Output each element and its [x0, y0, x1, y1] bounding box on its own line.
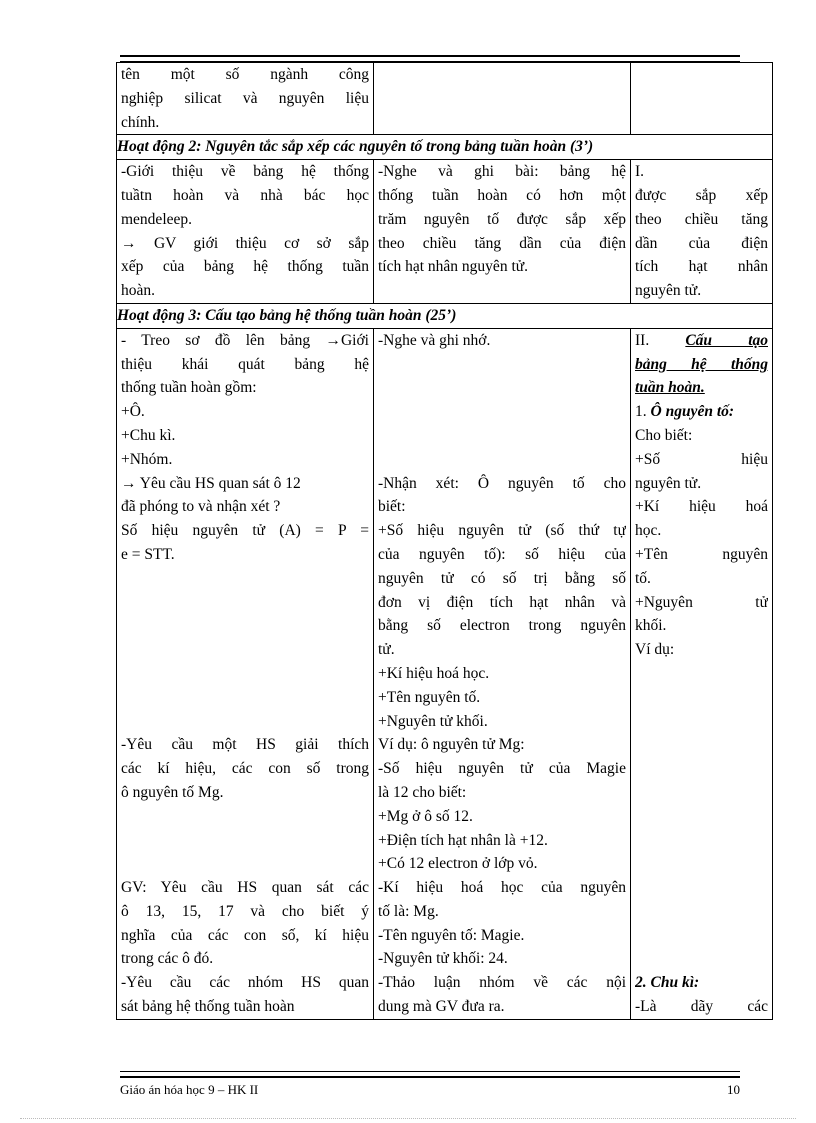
text-line: +Chu kì. [121, 426, 176, 444]
text-line: theo chiều tăng dần của điện [378, 234, 626, 252]
text-line [121, 829, 369, 853]
text-line: tuầtn hoàn và nhà bác học [121, 186, 369, 204]
subsection-1-heading [635, 400, 768, 424]
text-line: ô 13, 15, 17 và cho biết ý [121, 902, 369, 920]
footer-title: Giáo án hóa học 9 – HK II [120, 1082, 259, 1097]
lesson-plan-table [116, 62, 773, 1020]
text-line [378, 400, 626, 424]
text-line: thống tuần hoàn có hơn một [378, 186, 626, 204]
teacher-activity-cell [117, 160, 374, 304]
text-line [121, 805, 369, 829]
subsection-title: Ô nguyên tố: [650, 403, 735, 421]
text-line [121, 710, 369, 734]
text-line: hoàn. [121, 282, 156, 300]
text-line: +Kí hiệu hoá học. [378, 664, 490, 682]
text-line: +Kí hiệu hoá [635, 498, 768, 516]
footer-rule [120, 1071, 740, 1078]
student-activity-cell [374, 328, 631, 1019]
page-boundary [20, 1118, 796, 1119]
section-title-line: bảng hệ thống [635, 355, 768, 373]
text-line: Ví dụ: [635, 641, 675, 659]
text-line [378, 448, 626, 472]
text-line: -Nghe và ghi bài: bảng hệ [378, 163, 626, 181]
text-line [378, 376, 626, 400]
text-line: đơn vị điện tích hạt nhân và [378, 593, 626, 611]
text-line: +Nhóm. [121, 450, 173, 468]
text-line: -Yêu cầu các nhóm HS quan [121, 974, 369, 992]
text-line: chính. [121, 113, 160, 131]
text-line: xếp của bảng hệ thống tuần [121, 258, 369, 276]
text-line: Cho biết: [635, 426, 693, 444]
text-line: nguyên tử có số trị bằng số [378, 569, 626, 587]
text-line: tử. [378, 641, 395, 659]
text-line [121, 567, 369, 591]
text-line: - Treo sơ đồ lên bảng →Giới [121, 331, 369, 349]
text-line: I. [635, 163, 645, 181]
text-line: tố. [635, 569, 651, 587]
text-line: +Điện tích hạt nhân là +12. [378, 831, 548, 849]
text-line: theo chiều tăng [635, 210, 768, 228]
text-line: -Giới thiệu về bảng hệ thống [121, 163, 369, 181]
text-line [378, 424, 626, 448]
student-activity-cell [374, 160, 631, 304]
text-line: sát bảng hệ thống tuần hoàn [121, 998, 295, 1016]
text-line: là 12 cho biết: [378, 783, 467, 801]
text-line: +Nguyên tử [635, 593, 768, 611]
text-line: tích hạt nhân [635, 258, 768, 276]
text-line [378, 353, 626, 377]
section-title-line: tuần hoàn. [635, 379, 705, 397]
text-line: -Số hiệu nguyên tử của Magie [378, 760, 626, 778]
text-line: +Tên nguyên tố. [378, 688, 481, 706]
text-line: dung mà GV đưa ra. [378, 998, 505, 1016]
text-line: tích hạt nhân nguyên tử. [378, 258, 529, 276]
text-line: học. [635, 522, 662, 540]
text-line: dần của điện [635, 234, 768, 252]
text-line: khối. [635, 617, 667, 635]
text-line: nguyên tử. [635, 282, 702, 300]
text-line [121, 638, 369, 662]
text-line: thiệu khái quát bảng hệ [121, 355, 369, 373]
section-heading-row [117, 135, 773, 160]
section-heading-row [117, 303, 773, 328]
activity-2-heading: Hoạt động 2: Nguyên tắc sắp xếp các nguyên tố trong bảng tuần hoàn (3’) [117, 135, 773, 160]
table-row [117, 160, 773, 304]
text-line: các kí hiệu, các con số trong [121, 760, 369, 778]
subsection-number: 1. [635, 403, 647, 421]
text-line: Số hiệu nguyên tử (A) = P = [121, 522, 369, 540]
content-cell [631, 160, 773, 304]
text-line: +Nguyên tử khối. [378, 712, 488, 730]
text-line: thống tuần hoàn gồm: [121, 379, 257, 397]
text-line: được sắp xếp [635, 186, 768, 204]
text-line: -Nghe và ghi nhớ. [378, 331, 491, 349]
text-line [121, 662, 369, 686]
teacher-activity-cell [117, 328, 374, 1019]
text-line [121, 686, 369, 710]
section-number: II. [635, 331, 650, 349]
text-line: trăm nguyên tố được sắp xếp [378, 210, 626, 228]
text-line: nguyên tử. [635, 474, 702, 492]
content-cell [631, 328, 773, 1019]
header-rule [120, 55, 740, 62]
table-row [117, 328, 773, 1019]
teacher-activity-cell [117, 63, 374, 135]
text-line: -Thảo luận nhóm về các nội [378, 974, 626, 992]
text-line: -Nguyên tử khối: 24. [378, 950, 508, 968]
text-line: tố là: Mg. [378, 902, 439, 920]
text-line: biết: [378, 498, 406, 516]
text-line [121, 591, 369, 615]
text-line: -Kí hiệu hoá học của nguyên [378, 879, 626, 897]
text-line: +Số hiệu [635, 450, 768, 468]
page-number: 10 [727, 1082, 740, 1097]
text-line: -Tên nguyên tố: Magie. [378, 926, 525, 944]
text-line: +Có 12 electron ở lớp vỏ. [378, 855, 538, 873]
text-line: ô nguyên tố Mg. [121, 783, 224, 801]
text-line [121, 614, 369, 638]
text-line: của nguyên tố): số hiệu của [378, 545, 626, 563]
text-line: bằng số electron trong nguyên [378, 617, 626, 635]
text-line: trong các ô đó. [121, 950, 214, 968]
content-cell [631, 63, 773, 135]
subsection-2-heading: 2. Chu kì: [635, 974, 700, 992]
student-activity-cell [374, 63, 631, 135]
section-ii-heading [635, 329, 768, 353]
text-line: -Là dãy các [635, 998, 768, 1016]
text-line: +Ô. [121, 403, 145, 421]
text-line: -Yêu cầu một HS giải thích [121, 736, 369, 754]
text-line [121, 852, 369, 876]
text-line: +Tên nguyên [635, 545, 768, 563]
text-line: nghĩa của các con số, kí hiệu [121, 926, 369, 944]
text-line: +Số hiệu nguyên tử (số thứ tự [378, 522, 626, 540]
table-row [117, 63, 773, 135]
text-line: e = STT. [121, 545, 175, 563]
text-line: -Nhận xét: Ô nguyên tố cho [378, 474, 626, 492]
text-line: GV: Yêu cầu HS quan sát các [121, 879, 369, 897]
text-line: +Mg ở ô số 12. [378, 807, 473, 825]
text-line: nghiệp silicat và nguyên liệu [121, 89, 369, 107]
text-line: đã phóng to và nhận xét ? [121, 498, 281, 516]
activity-3-heading: Hoạt động 3: Cấu tạo bảng hệ thống tuần hoàn (25’) [117, 303, 773, 328]
text-line: tên một số ngành công [121, 66, 369, 83]
text-line: → Yêu cầu HS quan sát ô 12 [121, 474, 301, 492]
text-line: → GV giới thiệu cơ sở sắp [121, 234, 369, 252]
text-line: mendeleep. [121, 210, 193, 228]
text-line: Ví dụ: ô nguyên tử Mg: [378, 736, 525, 754]
section-title-line: Cấu tạo [685, 331, 768, 349]
